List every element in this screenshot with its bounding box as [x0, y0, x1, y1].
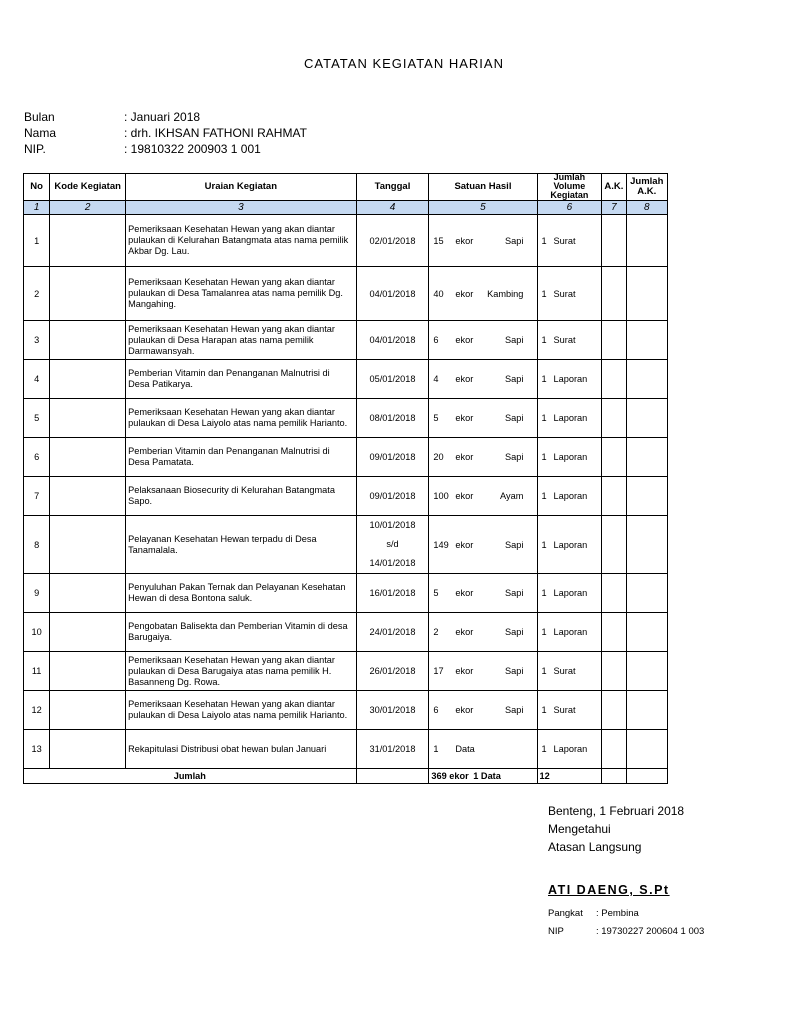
- cell-satuan: [429, 516, 537, 574]
- info-name: [24, 125, 307, 141]
- satuan-unit: ekor: [455, 335, 474, 345]
- cell-no: 12: [24, 691, 50, 730]
- cell-ak: [602, 360, 626, 399]
- satuan-qty: 40: [433, 288, 444, 299]
- cell-kode: [50, 477, 126, 516]
- cell-volume: [537, 574, 602, 613]
- cell-uraian: Pemeriksaan Kesehatan Hewan yang akan diantar pulaukan di Desa Laiyolo atas nama pemilik Harianto.: [126, 399, 357, 438]
- cell-ak: [602, 399, 626, 438]
- rank-label: Pangkat: [548, 908, 583, 919]
- cell-tanggal: 30/01/2018: [356, 691, 429, 730]
- cell-jumlah-ak: [626, 613, 668, 652]
- info-month: [24, 109, 307, 125]
- table-row: [24, 613, 668, 652]
- satuan-qty: 15: [433, 235, 444, 246]
- cell-satuan: [429, 574, 537, 613]
- satuan-kind: Sapi: [504, 539, 524, 550]
- volume-qty: 1: [541, 452, 547, 462]
- info-value: : 19810322 200903 1 001: [124, 142, 261, 156]
- satuan-unit: ekor: [455, 666, 474, 676]
- cell-kode: [50, 691, 126, 730]
- table-row: [24, 730, 668, 769]
- index-row: [24, 201, 668, 215]
- cell-uraian: Pemberian Vitamin dan Penanganan Malnutrisi di Desa Patikarya.: [126, 360, 357, 399]
- satuan-kind: Sapi: [504, 627, 524, 637]
- cell-volume: [537, 215, 602, 267]
- header-kode: Kode Kegiatan: [50, 174, 126, 201]
- index-cell: 2: [50, 201, 126, 215]
- satuan-unit: ekor: [455, 374, 474, 384]
- cell-uraian: Pemeriksaan Kesehatan Hewan yang akan diantar pulaukan di Desa Barugaiya atas nama pemilik H. Basanneng Dg. Rowa.: [126, 652, 357, 691]
- tanggal-sd: s/d: [386, 539, 399, 549]
- signature-line1: Mengetahui: [548, 822, 611, 836]
- cell-ak: [602, 516, 626, 574]
- satuan-unit: Data: [455, 744, 475, 754]
- satuan-kind: Sapi: [504, 666, 524, 676]
- cell-satuan: [429, 267, 537, 321]
- cell-kode: [50, 360, 126, 399]
- cell-jumlah-ak: [626, 652, 668, 691]
- satuan-kind: Kambing: [487, 288, 524, 299]
- header-ak: A.K.: [602, 174, 626, 201]
- volume-unit: Laporan: [553, 452, 588, 462]
- cell-volume: [537, 399, 602, 438]
- cell-no: 9: [24, 574, 50, 613]
- table-row: [24, 321, 668, 360]
- cell-satuan: [429, 652, 537, 691]
- cell-volume: [537, 691, 602, 730]
- cell-volume: [537, 477, 602, 516]
- info-label: Nama: [24, 126, 57, 140]
- cell-tanggal: 04/01/2018: [356, 267, 429, 321]
- signature-place-date: Benteng, 1 Februari 2018: [548, 804, 685, 818]
- index-cell: 6: [537, 201, 602, 215]
- total-data: 1 Data: [473, 771, 501, 781]
- satuan-kind: Sapi: [504, 235, 524, 246]
- table-row: [24, 360, 668, 399]
- info-value: : Januari 2018: [124, 110, 201, 124]
- signature-line2: Atasan Langsung: [548, 840, 642, 854]
- header-volume-text: Jumlah Volume Kegiatan: [550, 171, 589, 200]
- cell-volume: [537, 730, 602, 769]
- index-cell: 5: [429, 201, 537, 215]
- table-row: [24, 574, 668, 613]
- header-row: [24, 174, 668, 201]
- index-cell: 1: [24, 201, 50, 215]
- volume-unit: Laporan: [553, 627, 588, 637]
- index-cell: 4: [356, 201, 429, 215]
- cell-tanggal: 02/01/2018: [356, 215, 429, 267]
- cell-volume: [537, 267, 602, 321]
- signatory-nip: [548, 923, 705, 941]
- header-tanggal: Tanggal: [356, 174, 429, 201]
- satuan-unit: ekor: [455, 235, 474, 246]
- volume-unit: Laporan: [553, 413, 588, 423]
- employee-info: [24, 109, 307, 157]
- volume-qty: 1: [541, 666, 547, 676]
- cell-uraian: Pelayanan Kesehatan Hewan terpadu di Desa Tanamalala.: [126, 516, 357, 574]
- cell-volume: [537, 613, 602, 652]
- cell-no: 3: [24, 321, 50, 360]
- volume-unit: Surat: [553, 235, 576, 246]
- cell-jumlah-ak: [626, 574, 668, 613]
- activity-rows: [24, 215, 668, 769]
- satuan-qty: 2: [433, 627, 439, 637]
- volume-unit: Surat: [553, 705, 576, 715]
- index-cell: 3: [126, 201, 357, 215]
- cell-ak: [602, 691, 626, 730]
- info-nip: [24, 141, 307, 157]
- volume-unit: Laporan: [553, 744, 588, 754]
- satuan-qty: 6: [433, 705, 439, 715]
- cell-kode: [50, 215, 126, 267]
- satuan-unit: ekor: [455, 627, 474, 637]
- table-row: [24, 399, 668, 438]
- cell-tanggal: 16/01/2018: [356, 574, 429, 613]
- satuan-kind: Sapi: [504, 452, 524, 462]
- volume-unit: Laporan: [553, 491, 588, 501]
- satuan-qty: 6: [433, 335, 439, 345]
- volume-qty: 1: [541, 374, 547, 384]
- tanggal-start: 10/01/2018: [369, 520, 416, 530]
- cell-kode: [50, 516, 126, 574]
- satuan-unit: ekor: [455, 588, 474, 598]
- table-row: [24, 516, 668, 574]
- total-ak: [602, 769, 626, 784]
- satuan-unit: ekor: [455, 539, 474, 550]
- nip-label: NIP: [548, 926, 564, 937]
- total-unit: ekor: [449, 771, 469, 781]
- cell-tanggal: 09/01/2018: [356, 438, 429, 477]
- volume-qty: 1: [541, 413, 547, 423]
- satuan-unit: ekor: [455, 705, 474, 715]
- cell-no: 11: [24, 652, 50, 691]
- cell-satuan: [429, 477, 537, 516]
- cell-tanggal: 09/01/2018: [356, 477, 429, 516]
- signatory-meta: [548, 905, 705, 941]
- cell-kode: [50, 438, 126, 477]
- volume-unit: Laporan: [553, 588, 588, 598]
- volume-qty: 1: [541, 539, 547, 550]
- info-label: Bulan: [24, 110, 55, 124]
- cell-satuan: [429, 215, 537, 267]
- cell-no: 2: [24, 267, 50, 321]
- cell-volume: [537, 438, 602, 477]
- cell-satuan: [429, 321, 537, 360]
- header-jumlah-ak: Jumlah A.K.: [626, 174, 668, 201]
- cell-jumlah-ak: [626, 360, 668, 399]
- cell-jumlah-ak: [626, 215, 668, 267]
- volume-qty: 1: [541, 627, 547, 637]
- cell-tanggal: 24/01/2018: [356, 613, 429, 652]
- total-volume: 12: [537, 769, 602, 784]
- cell-jumlah-ak: [626, 267, 668, 321]
- cell-satuan: [429, 399, 537, 438]
- cell-kode: [50, 399, 126, 438]
- index-cell: 7: [602, 201, 626, 215]
- signature-block: [548, 802, 685, 856]
- cell-uraian: Pemeriksaan Kesehatan Hewan yang akan diantar pulaukan di Kelurahan Batangmata atas nama pemilik Akbar Dg. Lau.: [126, 215, 357, 267]
- volume-unit: Surat: [553, 335, 576, 345]
- signatory-rank: [548, 905, 668, 923]
- index-cell: 8: [626, 201, 668, 215]
- satuan-kind: Ayam: [500, 491, 524, 501]
- satuan-qty: 4: [433, 374, 439, 384]
- satuan-unit: ekor: [455, 413, 474, 423]
- cell-no: 5: [24, 399, 50, 438]
- satuan-kind: Sapi: [504, 413, 524, 423]
- satuan-qty: 149: [433, 539, 449, 550]
- cell-kode: [50, 613, 126, 652]
- cell-tanggal: 08/01/2018: [356, 399, 429, 438]
- volume-qty: 1: [541, 288, 547, 299]
- cell-ak: [602, 730, 626, 769]
- cell-uraian: Pengobatan Balisekta dan Pemberian Vitamin di desa Barugaiya.: [126, 613, 357, 652]
- total-empty: [356, 769, 429, 784]
- cell-ak: [602, 574, 626, 613]
- satuan-kind: Sapi: [504, 374, 524, 384]
- cell-no: 8: [24, 516, 50, 574]
- cell-tanggal: 31/01/2018: [356, 730, 429, 769]
- volume-qty: 1: [541, 588, 547, 598]
- activity-table: [23, 173, 668, 784]
- total-row: [24, 769, 668, 784]
- table-row: [24, 652, 668, 691]
- cell-ak: [602, 438, 626, 477]
- table-row: [24, 438, 668, 477]
- cell-uraian: Pemeriksaan Kesehatan Hewan yang akan diantar pulaukan di Desa Harapan atas nama pemilik Darmawansyah.: [126, 321, 357, 360]
- satuan-qty: 5: [433, 413, 439, 423]
- volume-unit: Surat: [553, 288, 576, 299]
- cell-volume: [537, 652, 602, 691]
- satuan-qty: 5: [433, 588, 439, 598]
- satuan-kind: Sapi: [504, 588, 524, 598]
- tanggal-end: 14/01/2018: [369, 558, 416, 568]
- cell-ak: [602, 613, 626, 652]
- satuan-unit: ekor: [455, 452, 474, 462]
- volume-qty: 1: [541, 744, 547, 754]
- header-uraian: Uraian Kegiatan: [126, 174, 357, 201]
- satuan-kind: Sapi: [504, 705, 524, 715]
- cell-ak: [602, 477, 626, 516]
- cell-no: 10: [24, 613, 50, 652]
- cell-kode: [50, 730, 126, 769]
- satuan-unit: ekor: [455, 491, 474, 501]
- cell-kode: [50, 267, 126, 321]
- cell-ak: [602, 267, 626, 321]
- cell-volume: [537, 516, 602, 574]
- table-row: [24, 477, 668, 516]
- header-satuan: Satuan Hasil: [429, 174, 537, 201]
- cell-jumlah-ak: [626, 477, 668, 516]
- total-satuan: [429, 769, 537, 784]
- cell-volume: [537, 321, 602, 360]
- cell-volume: [537, 360, 602, 399]
- cell-kode: [50, 652, 126, 691]
- satuan-qty: 1: [433, 744, 439, 754]
- table-row: [24, 267, 668, 321]
- volume-unit: Laporan: [553, 374, 588, 384]
- cell-satuan: [429, 613, 537, 652]
- cell-jumlah-ak: [626, 516, 668, 574]
- cell-satuan: [429, 360, 537, 399]
- cell-satuan: [429, 691, 537, 730]
- nip-value: : 19730227 200604 1 003: [596, 926, 705, 937]
- satuan-kind: Sapi: [504, 335, 524, 345]
- cell-satuan: [429, 438, 537, 477]
- volume-qty: 1: [541, 705, 547, 715]
- info-label: NIP.: [24, 142, 46, 156]
- cell-jumlah-ak: [626, 438, 668, 477]
- total-label: Jumlah: [24, 769, 357, 784]
- cell-ak: [602, 652, 626, 691]
- cell-no: 4: [24, 360, 50, 399]
- cell-jumlah-ak: [626, 399, 668, 438]
- cell-no: 1: [24, 215, 50, 267]
- table-row: [24, 215, 668, 267]
- cell-uraian: Pelaksanaan Biosecurity di Kelurahan Batangmata Sapo.: [126, 477, 357, 516]
- cell-tanggal: 04/01/2018: [356, 321, 429, 360]
- cell-uraian: Penyuluhan Pakan Ternak dan Pelayanan Kesehatan Hewan di desa Bontona saluk.: [126, 574, 357, 613]
- cell-tanggal: [356, 516, 429, 574]
- satuan-unit: ekor: [455, 288, 474, 299]
- cell-kode: [50, 321, 126, 360]
- total-qty: 369: [431, 771, 447, 781]
- rank-value: : Pembina: [596, 908, 639, 919]
- total-jumlah-ak: [626, 769, 668, 784]
- cell-jumlah-ak: [626, 691, 668, 730]
- cell-no: 13: [24, 730, 50, 769]
- cell-ak: [602, 215, 626, 267]
- cell-no: 6: [24, 438, 50, 477]
- satuan-qty: 100: [433, 491, 449, 501]
- cell-uraian: Pemberian Vitamin dan Penanganan Malnutrisi di Desa Pamatata.: [126, 438, 357, 477]
- header-volume: [537, 171, 602, 201]
- cell-uraian: Pemeriksaan Kesehatan Hewan yang akan diantar pulaukan di Desa Laiyolo atas nama pemilik Harianto.: [126, 691, 357, 730]
- cell-satuan: [429, 730, 537, 769]
- signatory-name: ATI DAENG, S.Pt: [548, 883, 670, 897]
- cell-tanggal: 05/01/2018: [356, 360, 429, 399]
- volume-unit: Laporan: [553, 539, 588, 550]
- satuan-qty: 20: [433, 452, 444, 462]
- cell-jumlah-ak: [626, 730, 668, 769]
- volume-qty: 1: [541, 235, 547, 246]
- cell-uraian: Rekapitulasi Distribusi obat hewan bulan Januari: [126, 730, 357, 769]
- cell-jumlah-ak: [626, 321, 668, 360]
- table-row: [24, 691, 668, 730]
- cell-no: 7: [24, 477, 50, 516]
- volume-unit: Surat: [553, 666, 576, 676]
- header-no: No: [24, 174, 50, 201]
- info-value: : drh. IKHSAN FATHONI RAHMAT: [124, 126, 307, 140]
- cell-uraian: Pemeriksaan Kesehatan Hewan yang akan diantar pulaukan di Desa Tamalanrea atas nama pemilik Dg. Mangahing.: [126, 267, 357, 321]
- satuan-qty: 17: [433, 666, 444, 676]
- volume-qty: 1: [541, 335, 547, 345]
- volume-qty: 1: [541, 491, 547, 501]
- cell-kode: [50, 574, 126, 613]
- page-title: CATATAN KEGIATAN HARIAN: [304, 56, 504, 71]
- cell-tanggal: 26/01/2018: [356, 652, 429, 691]
- cell-ak: [602, 321, 626, 360]
